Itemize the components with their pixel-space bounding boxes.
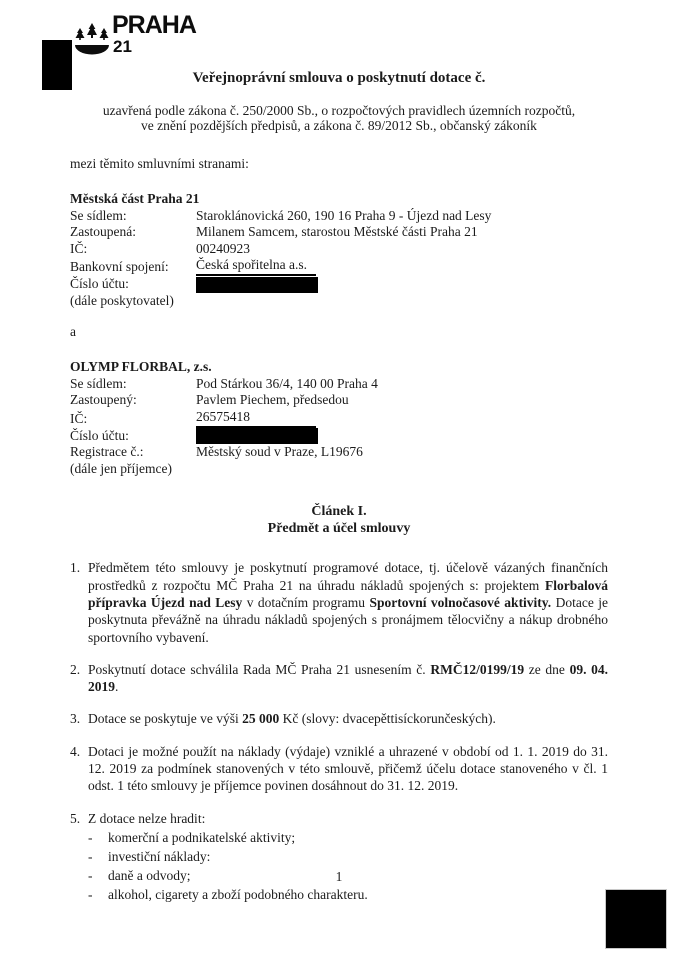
bullet-text: daně a odvody; [108, 867, 191, 883]
dash-icon: - [88, 848, 93, 864]
logo-text [112, 11, 196, 56]
clause [70, 661, 608, 696]
document-title: Veřejnoprávní smlouva o poskytnutí dotace č. [192, 70, 486, 86]
bullet-text: investiční náklady: [108, 848, 211, 864]
clause [70, 559, 608, 645]
row-value: Městský soud v Praze, L19676 [196, 444, 363, 460]
row-label: Zastoupený: [70, 392, 137, 408]
clause-text [88, 559, 608, 645]
clause-bold-segment: Sportovní volnočasové aktivity. [369, 594, 552, 610]
party-block-provider [70, 191, 608, 309]
clause-number: 3. [70, 711, 81, 727]
redaction-box-account-number [196, 428, 318, 444]
clause-bold-segment: 09. 04. 2019 [88, 661, 608, 695]
row-label: IČ: [70, 240, 88, 256]
clause-segment: ze dne [524, 661, 570, 677]
row-value: Milanem Samcem, starostou Městské části Praha 21 [196, 224, 478, 240]
clause [70, 710, 608, 727]
clause-segment: Poskytnutí dotace schválila Rada MČ Praha 21 usnesením č. [88, 661, 431, 677]
party-row [70, 224, 608, 241]
dash-icon: - [88, 829, 93, 845]
underlined-value: Česká spořitelna a.s. [196, 257, 316, 276]
party-row [70, 428, 608, 445]
redaction-box-top-left [42, 40, 72, 90]
bullet-item [88, 847, 608, 866]
row-value [196, 409, 608, 428]
party-row [70, 376, 608, 393]
logo-district-number: 21 [113, 37, 132, 56]
clause-number: 4. [70, 743, 81, 759]
clause-segment: . [115, 679, 119, 695]
clause-text [88, 810, 608, 904]
clause-segment: Dotaci je možné použít na náklady (výdaje) vzniklé a uhrazené v období od 1. 1. 2019 do 31. 12. 2019 za podmínek stanovených v této smlouvě, přičemž účelu dotace stanoveného v čl. 1 odst. 1 této smlouvy je příjemce povinen dosáhnout do 31. 12. 2019. [88, 743, 608, 794]
redaction-box-bottom-right [606, 890, 666, 948]
clause [70, 743, 608, 795]
row-label: Bankovní spojení: [70, 259, 169, 275]
bullet-text: alkohol, cigarety a zboží podobného charakteru. [108, 886, 368, 902]
conjunction: a [70, 324, 76, 340]
row-label: Zastoupená: [70, 224, 136, 240]
party-row [70, 241, 608, 258]
clause-segment: Dotace se poskytuje ve výši [88, 711, 243, 727]
party-row [70, 409, 608, 428]
party-block-recipient [70, 359, 608, 477]
logo-praha-label: PRAHA [112, 11, 196, 39]
row-label: Registrace č.: [70, 444, 144, 460]
row-value: Pavlem Piechem, předsedou [196, 392, 349, 408]
party-row [70, 293, 608, 310]
dash-icon: - [88, 886, 93, 902]
trees-and-bowl-icon [74, 21, 110, 59]
clause-segment: Předmětem této smlouvy je poskytnutí programové dotace, tj. účelově vázaných finančních prostředků z rozpočtu MČ Praha 21 na úhradu nákladů spojených s: projektem [88, 560, 608, 593]
party-name: Městská část Praha 21 [70, 191, 200, 206]
party-row [70, 208, 608, 225]
subtitle-line: ve znění pozdějších předpisů, a zákona č. 89/2012 Sb., občanský zákoník [141, 118, 537, 133]
party-name: OLYMP FLORBAL, z.s. [70, 359, 212, 375]
bullet-list [88, 828, 608, 904]
clause-segment: Dotace je poskytnuta převážně na úhradu nákladů spojených s pronájmem tělocvičny a nákup drobného sportovního vybavení. [88, 594, 608, 645]
party-row [70, 392, 608, 409]
clause-text [88, 661, 608, 696]
clause-list [70, 559, 608, 904]
row-label: IČ: [70, 410, 88, 426]
row-value: 00240923 [196, 240, 250, 256]
clause-segment: v dotačním programu [242, 594, 370, 610]
clause-number: 2. [70, 661, 81, 677]
row-label: (dále poskytovatel) [70, 292, 174, 308]
row-value [196, 257, 608, 276]
row-label: Číslo účtu: [70, 275, 129, 291]
article-number: Článek I. [311, 504, 367, 520]
clause [70, 810, 608, 904]
bullet-item [88, 885, 608, 904]
dash-icon: - [88, 867, 93, 883]
redaction-box-account-number [196, 277, 318, 293]
document-subtitle [70, 103, 608, 133]
article-subject: Předmět a účel smlouvy [267, 521, 411, 537]
praha21-logo [74, 11, 196, 59]
party-row [70, 257, 608, 276]
row-value: Staroklánovická 260, 190 16 Praha 9 - Újezd nad Lesy [196, 207, 492, 223]
clause-number: 5. [70, 810, 81, 826]
row-value: Pod Stárkou 36/4, 140 00 Praha 4 [196, 375, 378, 391]
clause-bold-segment: Florbalová přípravka Újezd nad Lesy [88, 577, 608, 610]
party-row [70, 461, 608, 478]
bullet-text: komerční a podnikatelské aktivity; [108, 829, 296, 845]
intro-line: mezi těmito smluvními stranami: [70, 156, 249, 171]
page-number: 1 [335, 869, 343, 884]
clause-segment: Kč (slovy: dvacepěttisíckorunčeských). [279, 711, 496, 727]
clause-segment: Z dotace nelze hradit: [88, 810, 206, 826]
article-heading [70, 503, 608, 537]
clause-bold-segment: RMČ12/0199/19 [430, 661, 525, 677]
party-row [70, 444, 608, 461]
row-label: (dále jen příjemce) [70, 460, 172, 476]
bullet-item [88, 828, 608, 847]
row-label: Se sídlem: [70, 375, 127, 391]
clause-text [88, 743, 608, 795]
clause-bold-segment: 25 000 [242, 711, 280, 727]
clause-text [88, 710, 608, 727]
underlined-value: 26575418 [196, 409, 316, 428]
row-label: Se sídlem: [70, 207, 127, 223]
party-row [70, 276, 608, 293]
subtitle-line: uzavřená podle zákona č. 250/2000 Sb., o rozpočtových pravidlech územních rozpočtů, [102, 103, 576, 118]
clause-number: 1. [70, 560, 81, 576]
row-label: Číslo účtu: [70, 427, 129, 443]
